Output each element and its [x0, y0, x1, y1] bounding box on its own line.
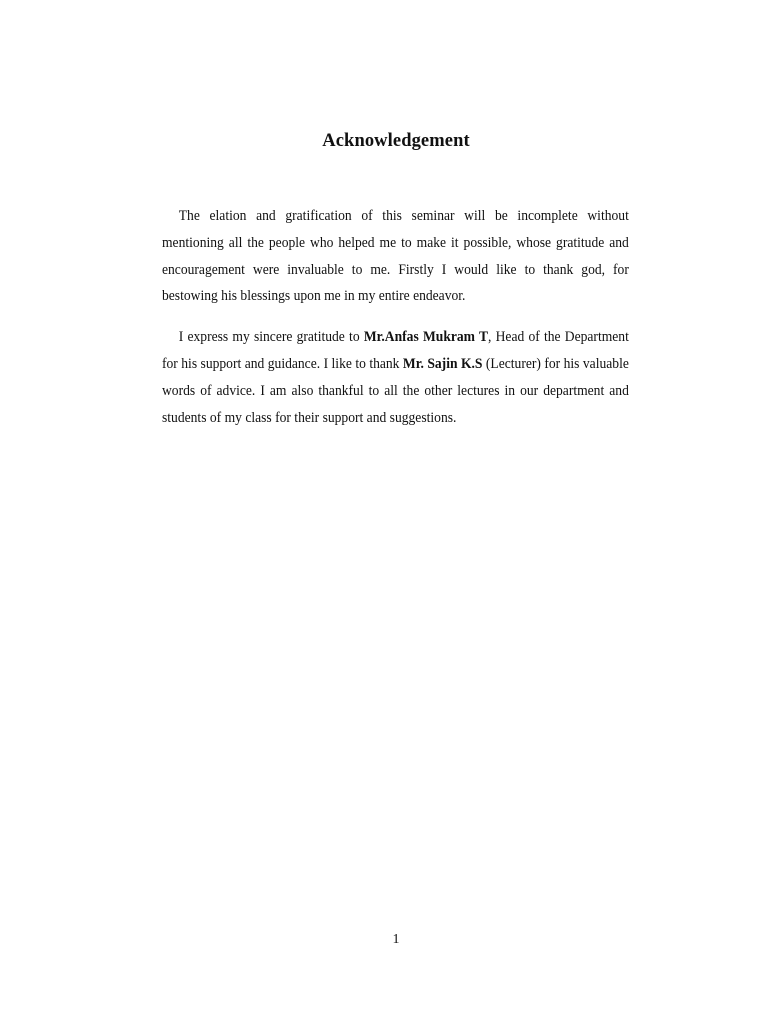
paragraph-text-segment: (Lecturer) for his valuable words of advice. I am also thankful to all the other lectures in our department and students of my class for their support and suggestions. — [162, 355, 629, 426]
lecturer-name: Mr. Sajin K.S — [402, 355, 483, 372]
page-number: 1 — [392, 932, 400, 947]
page-title: Acknowledgement — [322, 131, 470, 151]
paragraph-text-segment: I express my sincere gratitude to — [178, 329, 364, 346]
paragraph-gratification: The elation and gratification of this seminar will be incomplete without mentioning all the people who helped me to make it possible, whose gratitude and encouragement were invaluable to me. Firstly I would like to thank god, for bestowing his blessings upon me in my entire endeavor. — [162, 208, 629, 305]
head-of-department-name: Mr.Anfas Mukram T — [363, 329, 489, 346]
paragraph-thanks — [162, 324, 629, 431]
document-body — [162, 203, 629, 445]
paragraph-text-segment: , Head of the Department for his support and guidance. I like to thank — [162, 329, 629, 372]
